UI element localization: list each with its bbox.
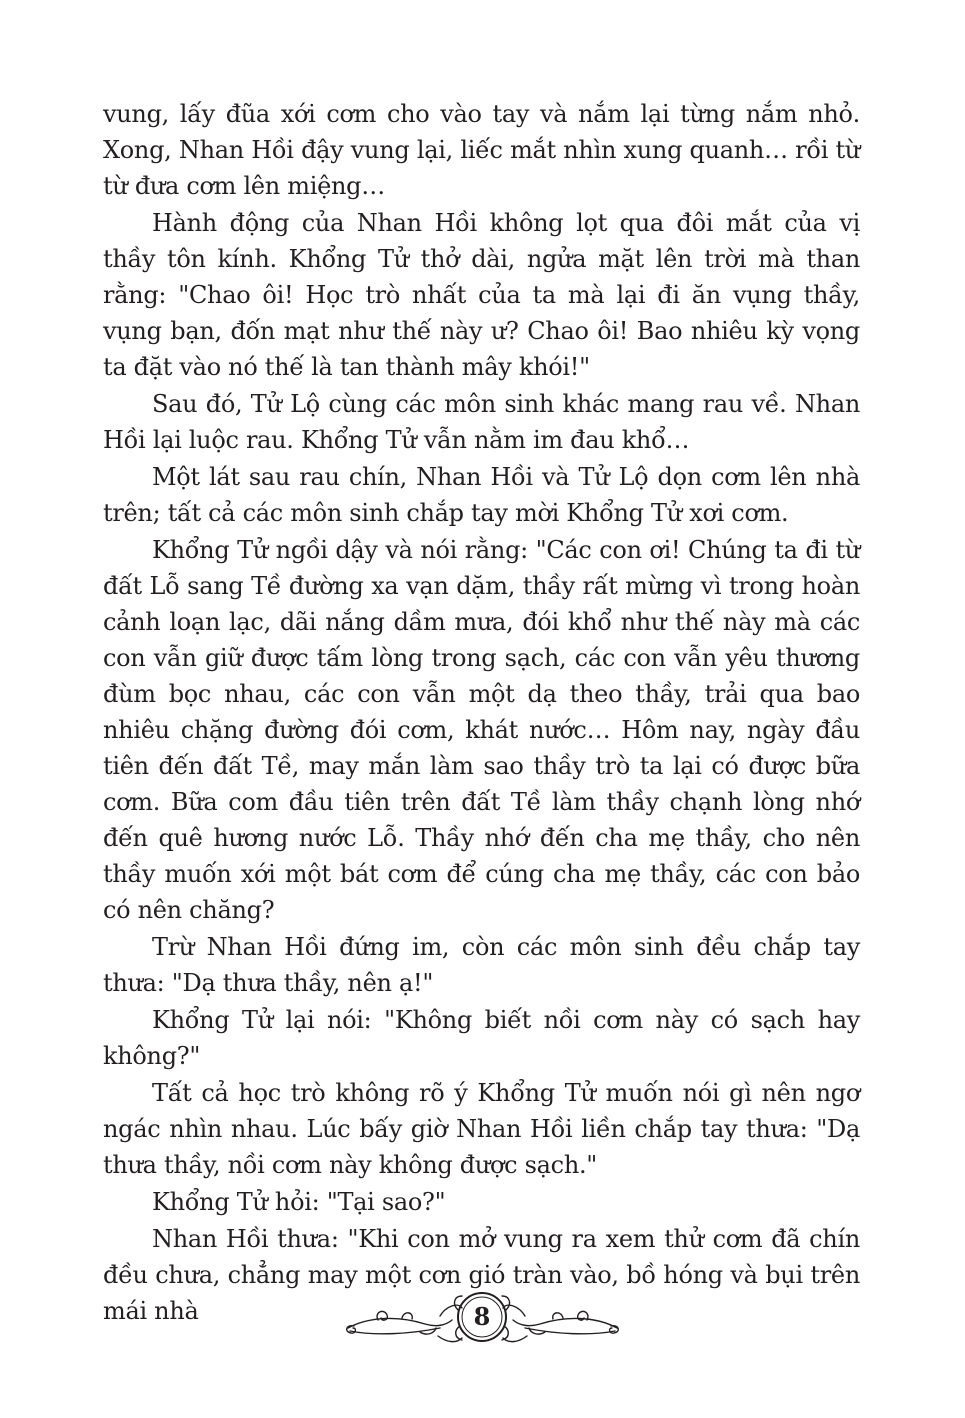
paragraph: Khổng Tử ngồi dậy và nói rằng: "Các con ơi! Chúng ta đi từ đất Lỗ sang Tề đường xa vạn dặm, thầy rất mừng vì trong hoàn cảnh loạn lạc, dãi nắng dầm mưa, đói khổ như thế này mà các con vẫn giữ được tấm lòng trong sạch, các con vẫn yêu thương đùm bọc nhau, các con vẫn một dạ theo thầy, trải qua bao nhiêu chặng đường đói cơm, khát nước… Hôm nay, ngày đầu tiên đến đất Tề, may mắn làm sao thầy trò ta lại có được bữa cơm. Bữa com đầu tiên trên đất Tề làm thầy chạnh lòng nhớ đến quê hương nước Lỗ. Thầy nhớ đến cha mẹ thầy, cho nên thầy muốn xới một bát cơm để cúng cha mẹ thầy, các con bảo có nên chăng? xyxy=(103,536,860,924)
page-body xyxy=(103,96,860,1330)
paragraph: Hành động của Nhan Hồi không lọt qua đôi mắt của vị thầy tôn kính. Khổng Tử thở dài, ngửa mặt lên trời mà than rằng: "Chao ôi! Học trò nhất của ta mà lại đi ăn vụng thầy, vụng bạn, đốn mạt như thế này ư? Chao ôi! Bao nhiêu kỳ vọng ta đặt vào nó thế là tan thành mây khói!" xyxy=(103,209,860,381)
paragraph: Khổng Tử hỏi: "Tại sao?" xyxy=(152,1188,446,1216)
page-footer-ornament xyxy=(340,1286,625,1348)
page-number: 8 xyxy=(473,1302,491,1331)
paragraph: Khổng Tử lại nói: "Không biết nồi cơm này có sạch hay không?" xyxy=(103,1006,860,1070)
paragraph: Sau đó, Tử Lộ cùng các môn sinh khác mang rau về. Nhan Hồi lại luộc rau. Khổng Tử vẫn nằm im đau khổ… xyxy=(103,390,860,454)
paragraph: vung, lấy đũa xới cơm cho vào tay và nắm lại từng nắm nhỏ. Xong, Nhan Hồi đậy vung lại, liếc mắt nhìn xung quanh… rồi từ từ đưa cơm lên miệng… xyxy=(103,100,860,200)
paragraph: Trừ Nhan Hồi đứng im, còn các môn sinh đều chắp tay thưa: "Dạ thưa thầy, nên ạ!" xyxy=(103,933,860,997)
paragraph: Tất cả học trò không rõ ý Khổng Tử muốn nói gì nên ngơ ngác nhìn nhau. Lúc bấy giờ Nhan Hồi liền chắp tay thưa: "Dạ thưa thầy, nồi cơm này không được sạch." xyxy=(103,1079,860,1179)
paragraph: Nhan Hồi thưa: "Khi con mở vung ra xem thử cơm đã chín đều chưa, chẳng may một cơn gió tràn vào, bồ hóng và bụi trên mái nhà xyxy=(103,1225,860,1325)
paragraph: Một lát sau rau chín, Nhan Hồi và Tử Lộ dọn cơm lên nhà trên; tất cả các môn sinh chắp tay mời Khổng Tử xơi cơm. xyxy=(103,463,860,527)
